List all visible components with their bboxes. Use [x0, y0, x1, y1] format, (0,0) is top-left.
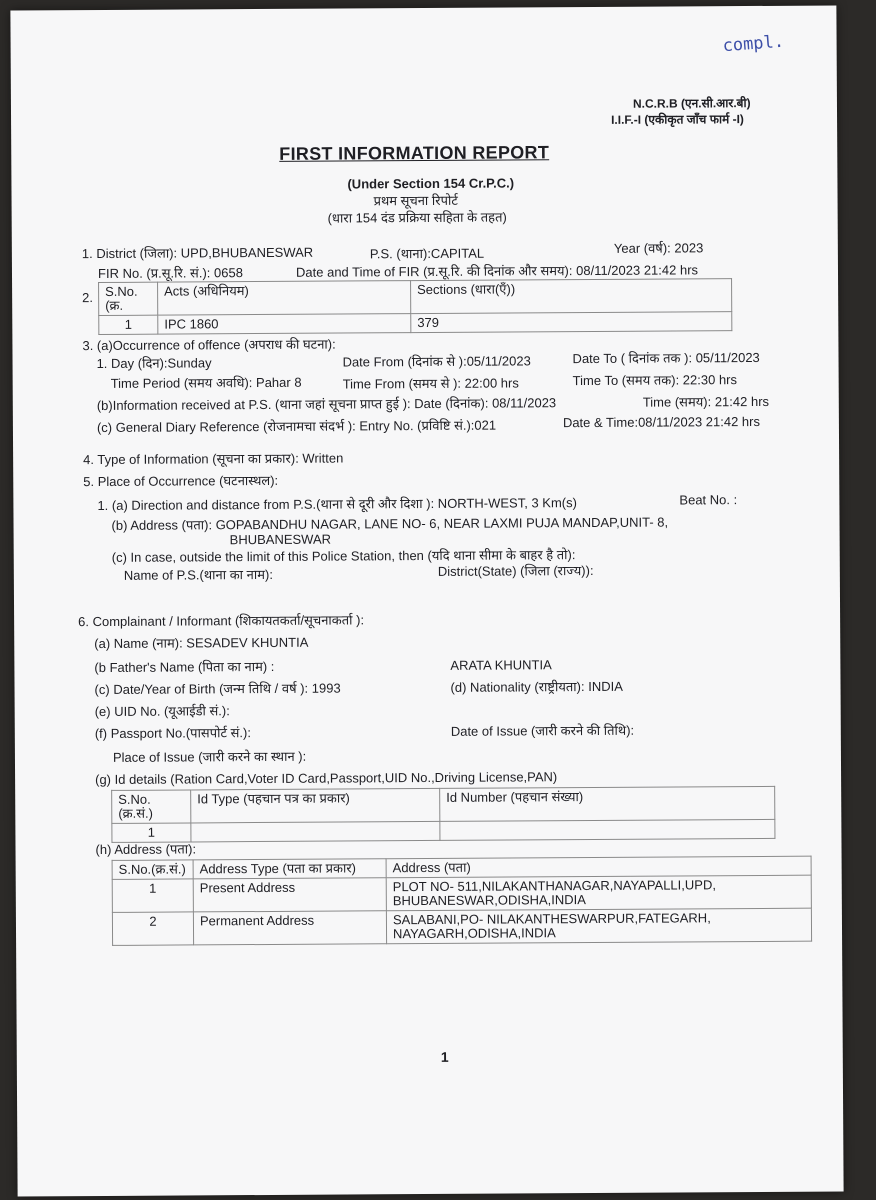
table-header-row [99, 279, 732, 316]
place-of-occurrence-heading: 5. Place of Occurrence (घटनास्थल): [83, 472, 279, 490]
iif-label: I.I.F.-I (एकीकृत जाँच फार्म -I) [611, 112, 744, 127]
address-heading: (h) Address (पता): [95, 841, 197, 858]
ncrb-label: N.C.R.B (एन.सी.आर.बी) [632, 96, 751, 111]
date-of-issue-field: Date of Issue (जारी करने की तिथि): [450, 722, 635, 739]
birth-year-field: (c) Date/Year of Birth (जन्म तिथि / वर्ष ): 1993 [94, 680, 341, 698]
address-field-line2: BHUBANESWAR [229, 531, 332, 548]
table-header-cell: S.No. (क्र. [99, 282, 158, 315]
table-row [99, 312, 732, 335]
outside-district-field: District(State) (जिला (राज्य)): [437, 562, 594, 579]
direction-distance-field: 1. (a) Direction and distance from P.S.(थाना से दूरी और दिशा ): NORTH-WEST, 3 Km(s) [97, 495, 577, 514]
table-cell [386, 908, 811, 944]
fathers-name-value: ARATA KHUNTIA [450, 657, 552, 673]
date-to-field: Date To ( दिनांक तक ): 05/11/2023 [572, 349, 760, 367]
info-time-field: Time (समय): 21:42 hrs [642, 393, 770, 410]
table-cell: Permanent Address [193, 911, 386, 945]
place-of-issue-field: Place of Issue (जारी करने का स्थान ): [112, 748, 307, 765]
table-cell: 1 [112, 879, 193, 912]
occurrence-heading: 3. (a)Occurrence of offence (अपराध की घटना): [82, 336, 336, 354]
district-field: 1. District (जिला): UPD,BHUBANESWAR [81, 244, 314, 262]
date-from-field: Date From (दिनांक से ):05/11/2023 [342, 353, 531, 370]
time-from-field: Time From (समय से ): 22:00 hrs [342, 375, 519, 392]
fir-page [10, 5, 843, 1196]
outside-limit-field: (c) In case, outside the limit of this Police Station, then (यदि थाना सीमा के बाहर है तो): [111, 547, 576, 565]
passport-field: (f) Passport No.(पासपोर्ट सं.): [94, 725, 252, 742]
id-details-heading: (g) Id details (Ration Card,Voter ID Card,Passport,UID No.,Driving License,PAN) [95, 769, 558, 788]
complainant-name-field: (a) Name (नाम): SESADEV KHUNTIA [94, 634, 309, 652]
table-row [112, 875, 811, 912]
table-header-row [112, 786, 775, 823]
info-received-field: (b)Information received at P.S. (थाना जहां सूचना प्राप्त हुई ): Date (दिनांक): 08/11/2023 [96, 395, 557, 414]
fathers-name-label: (b Father's Name (पिता का नाम) : [94, 658, 275, 676]
table-row [112, 819, 775, 842]
beat-no-field: Beat No. : [679, 492, 738, 508]
table-header-cell: S.No.(क्र.सं.) [112, 860, 193, 879]
table-header-cell: Sections (धारा(एँ)) [411, 279, 732, 314]
table-row [112, 908, 811, 945]
uid-field: (e) UID No. (यूआईडी सं.): [94, 703, 230, 720]
address-line: SALABANI,PO- NILAKANTHESWARPUR,FATEGARH, [392, 910, 711, 928]
table-header-cell: S.No.(क्र.सं.) [112, 790, 191, 823]
table-cell: 379 [411, 312, 732, 333]
table-cell: Present Address [193, 878, 386, 912]
complainant-heading: 6. Complainant / Informant (शिकायतकर्ता/सूचनाकर्ता ): [78, 612, 365, 630]
report-title: FIRST INFORMATION REPORT [279, 142, 550, 164]
address-table [112, 856, 813, 946]
report-subtitle: (Under Section 154 Cr.P.C.) [347, 175, 515, 192]
report-subtitle-hindi: प्रथम सूचना रिपोर्ट [373, 192, 458, 209]
fir-no-field: FIR No. (प्र.सू.रि. सं.): 0658 [97, 265, 243, 282]
nationality-field: (d) Nationality (राष्ट्रीयता): INDIA [450, 678, 623, 695]
address-line: BHUBANESWAR,ODISHA,INDIA [392, 892, 586, 909]
acts-table [98, 278, 732, 335]
day-field: 1. Day (दिन):Sunday [96, 355, 212, 372]
table-header-cell: Address Type (पता का प्रकार) [193, 859, 386, 879]
table-cell [386, 875, 811, 911]
table-header-cell: Id Number (पहचान संख्या) [440, 786, 775, 821]
fir-datetime-field: Date and Time of FIR (प्र.सू.रि. की दिनांक और समय): 08/11/2023 21:42 hrs [295, 262, 699, 280]
table-cell [440, 819, 775, 840]
type-of-information-field: 4. Type of Information (सूचना का प्रकार): Written [83, 450, 344, 468]
table-header-cell: Id Type (पहचान पत्र का प्रकार) [191, 788, 440, 823]
table-cell: 1 [99, 315, 158, 334]
table-cell: IPC 1860 [158, 314, 411, 335]
time-period-field: Time Period (समय अवधि): Pahar 8 [110, 374, 302, 391]
time-to-field: Time To (समय तक): 22:30 hrs [572, 372, 738, 389]
table-header-cell: Acts (अधिनियम) [158, 281, 411, 316]
table-cell: 2 [112, 912, 193, 945]
gd-datetime-field: Date & Time:08/11/2023 21:42 hrs [562, 413, 761, 431]
page-number: 1 [440, 1048, 449, 1065]
address-field: (b) Address (पता): GOPABANDHU NAGAR, LANE NO- 6, NEAR LAXMI PUJA MANDAP,UNIT- 8, [111, 514, 669, 533]
table-cell [191, 821, 440, 842]
table-cell: 1 [112, 823, 191, 842]
table-header-cell: Address (पता) [386, 856, 811, 878]
outside-ps-name-field: Name of P.S.(थाना का नाम): [123, 566, 273, 583]
handwritten-note: compl. [721, 31, 785, 57]
police-station-field: P.S. (थाना):CAPITAL [369, 245, 485, 262]
general-diary-field: (c) General Diary Reference (रोजनामचा संदर्भ ): Entry No. (प्रविष्टि सं.):021 [96, 417, 497, 436]
address-line: NAYAGARH,ODISHA,INDIA [392, 925, 556, 942]
address-line: PLOT NO- 511,NILAKANTHANAGAR,NAYAPALLI,UPD, [392, 877, 716, 895]
id-details-table [111, 786, 775, 843]
report-section-hindi: (धारा 154 दंड प्रक्रिया सहिता के तहत) [327, 209, 507, 226]
year-field: Year (वर्ष): 2023 [613, 240, 704, 256]
section-2-number: 2. [82, 290, 94, 306]
